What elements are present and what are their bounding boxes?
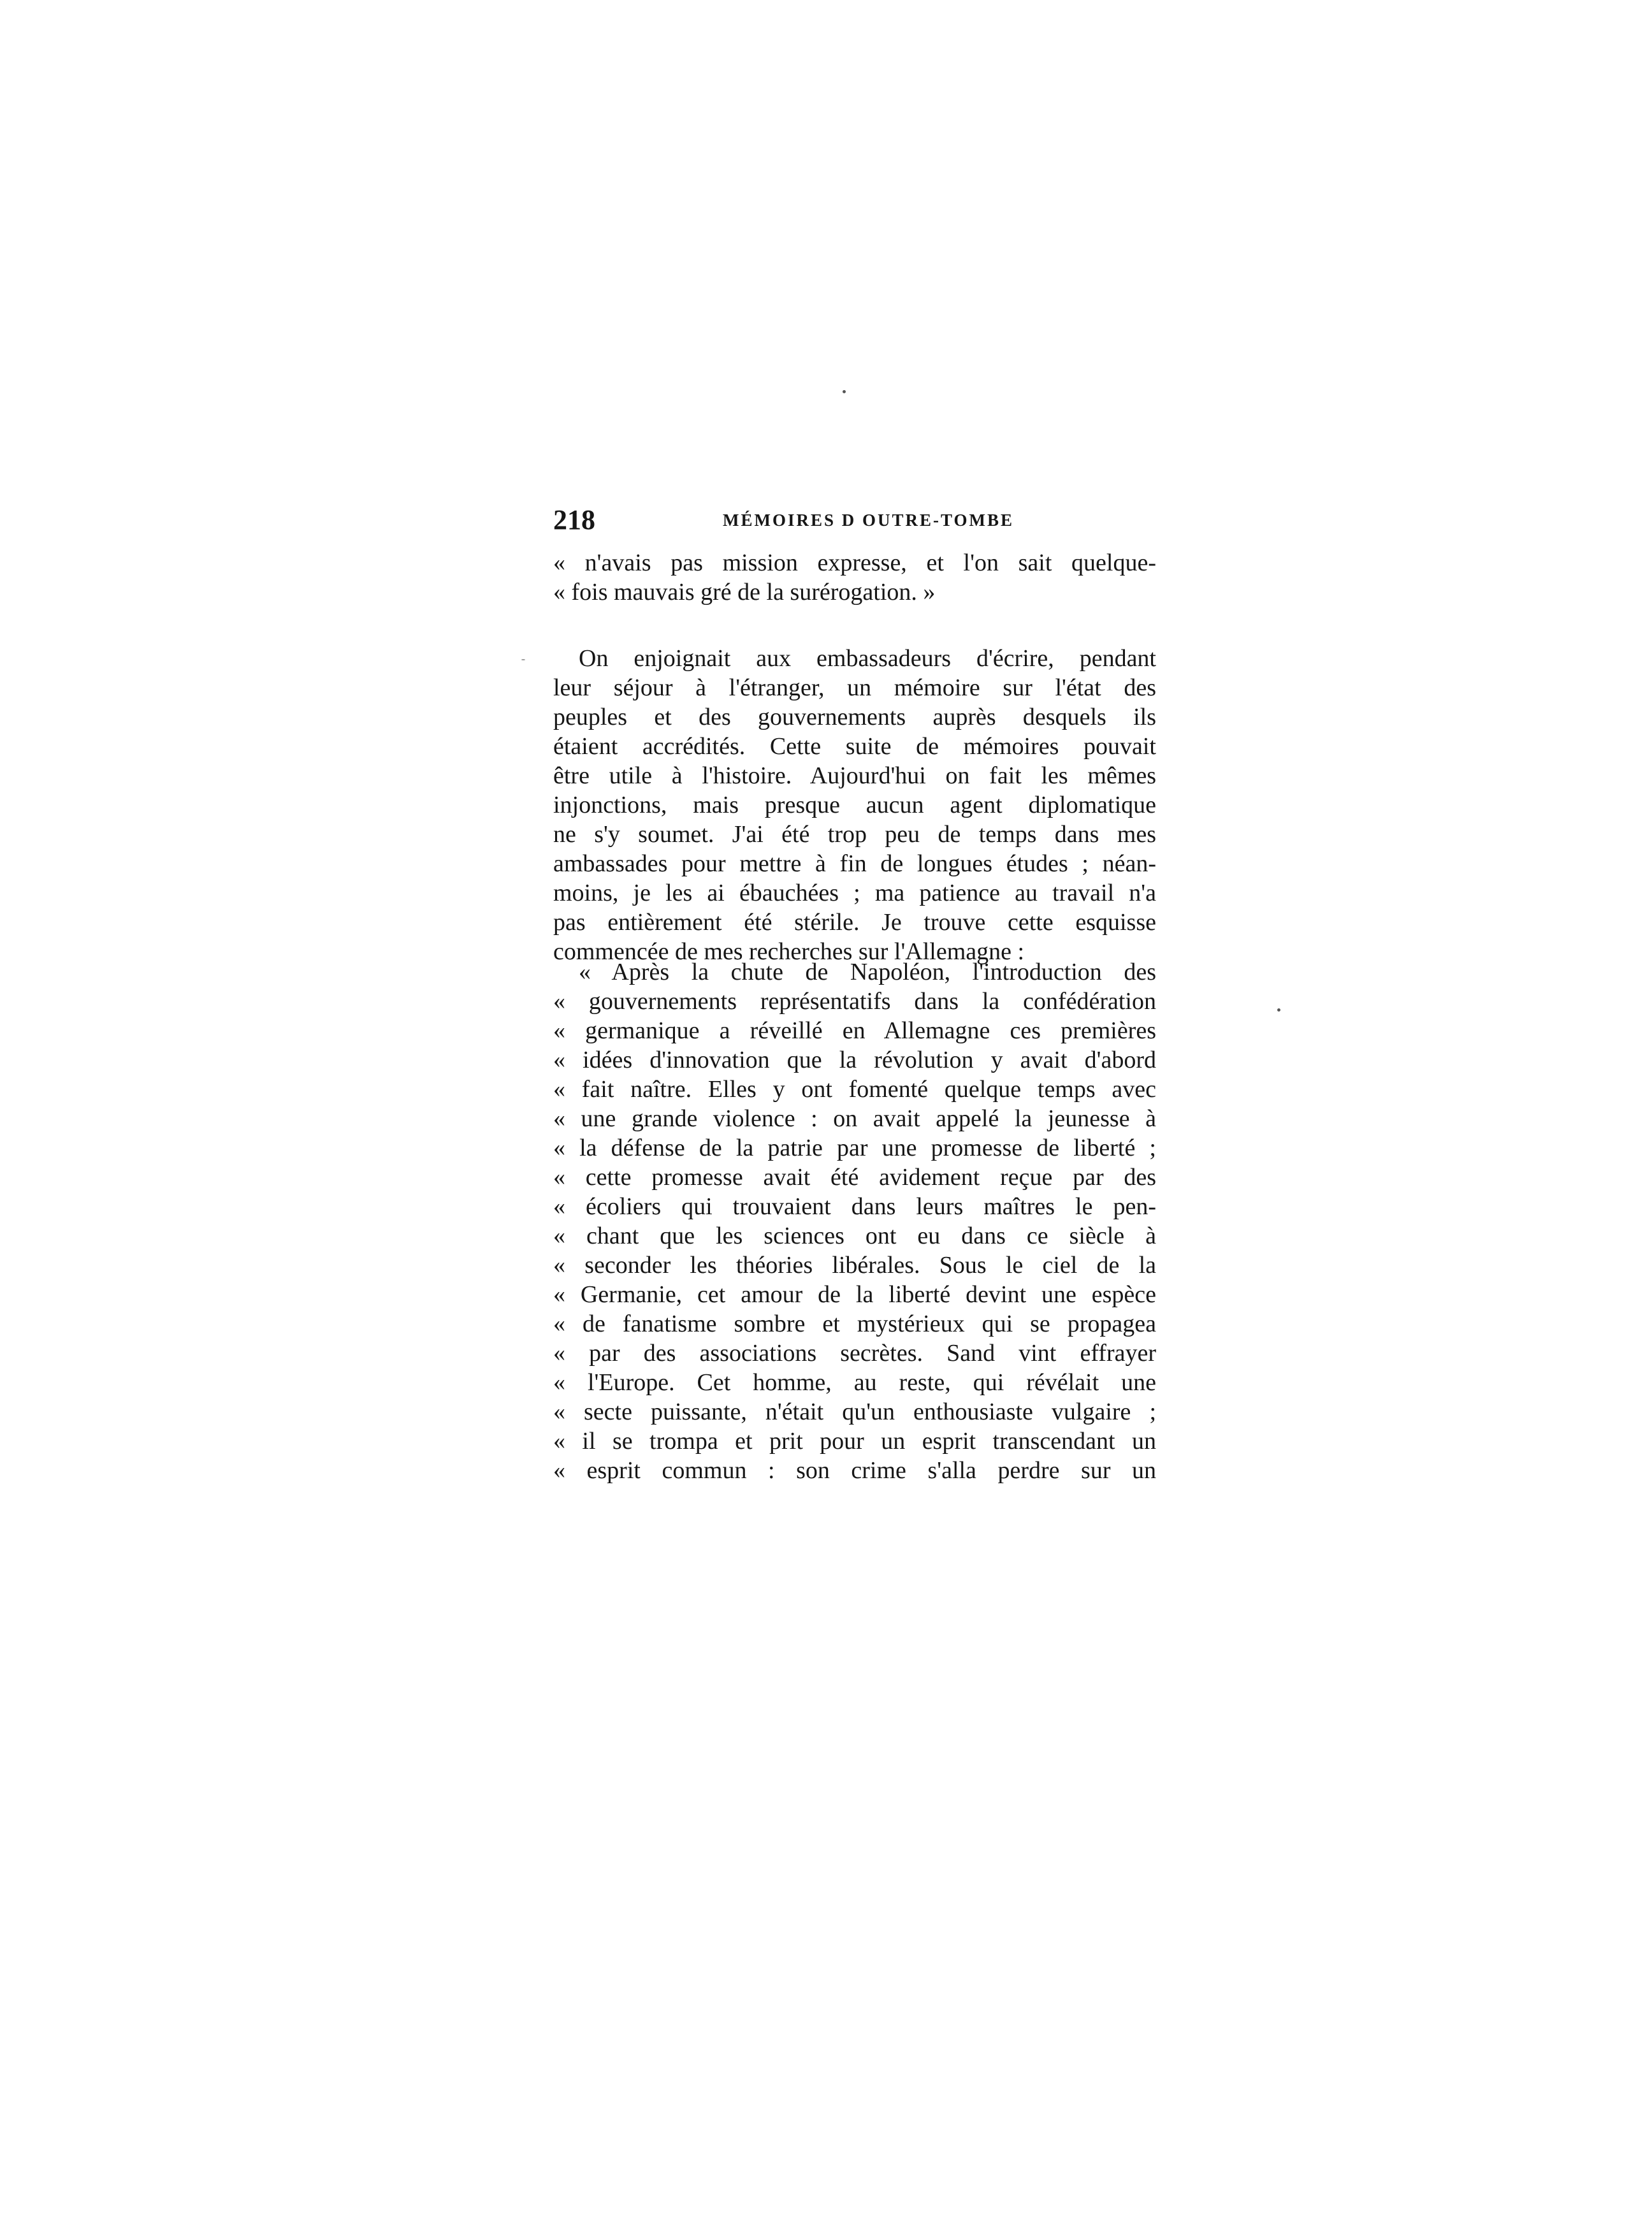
text-line: « n'avais pas mission expresse, et l'on sait quelque- (553, 549, 1156, 576)
body-paragraph (553, 644, 1156, 966)
page-number: 218 (553, 504, 595, 535)
text-line: « Après la chute de Napoléon, l'introduction des (579, 959, 1156, 985)
text-line: moins, je les ai ébauchées ; ma patience au travail n'a (553, 880, 1156, 906)
text-line: « esprit commun : son crime s'alla perdre sur un (553, 1457, 1156, 1484)
text-line: « par des associations secrètes. Sand vint effrayer (553, 1340, 1156, 1367)
print-speck (843, 390, 846, 393)
text-line: être utile à l'histoire. Aujourd'hui on fait les mêmes (553, 762, 1156, 789)
text-line: ne s'y soumet. J'ai été trop peu de temps dans mes (553, 821, 1156, 848)
print-speck (521, 659, 525, 660)
text-line: peuples et des gouvernements auprès desquels ils (553, 704, 1156, 730)
text-line: « seconder les théories libérales. Sous le ciel de la (553, 1252, 1156, 1279)
text-line: « gouvernements représentatifs dans la confédération (553, 988, 1156, 1015)
text-line: On enjoignait aux embassadeurs d'écrire, pendant (579, 645, 1156, 672)
quoted-passage (553, 957, 1156, 1485)
text-line: « la défense de la patrie par une promesse de liberté ; (553, 1135, 1156, 1161)
page-header (553, 502, 1156, 538)
text-line: commencée de mes recherches sur l'Allemagne : (553, 938, 1025, 965)
text-line: « de fanatisme sombre et mystérieux qui se propagea (553, 1310, 1156, 1337)
text-line: « une grande violence : on avait appelé la jeunesse à (553, 1105, 1156, 1132)
text-line: ambassades pour mettre à fin de longues études ; néan- (553, 850, 1156, 877)
text-line: « fait naître. Elles y ont fomenté quelque temps avec (553, 1076, 1156, 1103)
text-line: « cette promesse avait été avidement reçue par des (553, 1164, 1156, 1191)
text-line: « écoliers qui trouvaient dans leurs maîtres le pen- (553, 1193, 1156, 1220)
text-line: « chant que les sciences ont eu dans ce siècle à (553, 1223, 1156, 1249)
text-line: pas entièrement été stérile. Je trouve cette esquisse (553, 909, 1156, 936)
continued-quote (553, 548, 1156, 607)
text-line: « Germanie, cet amour de la liberté devint une espèce (553, 1281, 1156, 1308)
text-line: « il se trompa et prit pour un esprit transcendant un (553, 1428, 1156, 1455)
text-line: « secte puissante, n'était qu'un enthousiaste vulgaire ; (553, 1398, 1156, 1425)
running-title: MÉMOIRES D OUTRE-TOMBE (723, 511, 1015, 530)
text-line: « germanique a réveillé en Allemagne ces premières (553, 1017, 1156, 1044)
text-line: étaient accrédités. Cette suite de mémoires pouvait (553, 733, 1156, 760)
text-line: « fois mauvais gré de la surérogation. » (553, 579, 936, 606)
print-speck (1277, 1008, 1280, 1012)
text-line: leur séjour à l'étranger, un mémoire sur l'état des (553, 674, 1156, 701)
text-line: « idées d'innovation que la révolution y avait d'abord (553, 1047, 1156, 1073)
text-line: « l'Europe. Cet homme, au reste, qui révélait une (553, 1369, 1156, 1396)
text-line: injonctions, mais presque aucun agent diplomatique (553, 792, 1156, 818)
